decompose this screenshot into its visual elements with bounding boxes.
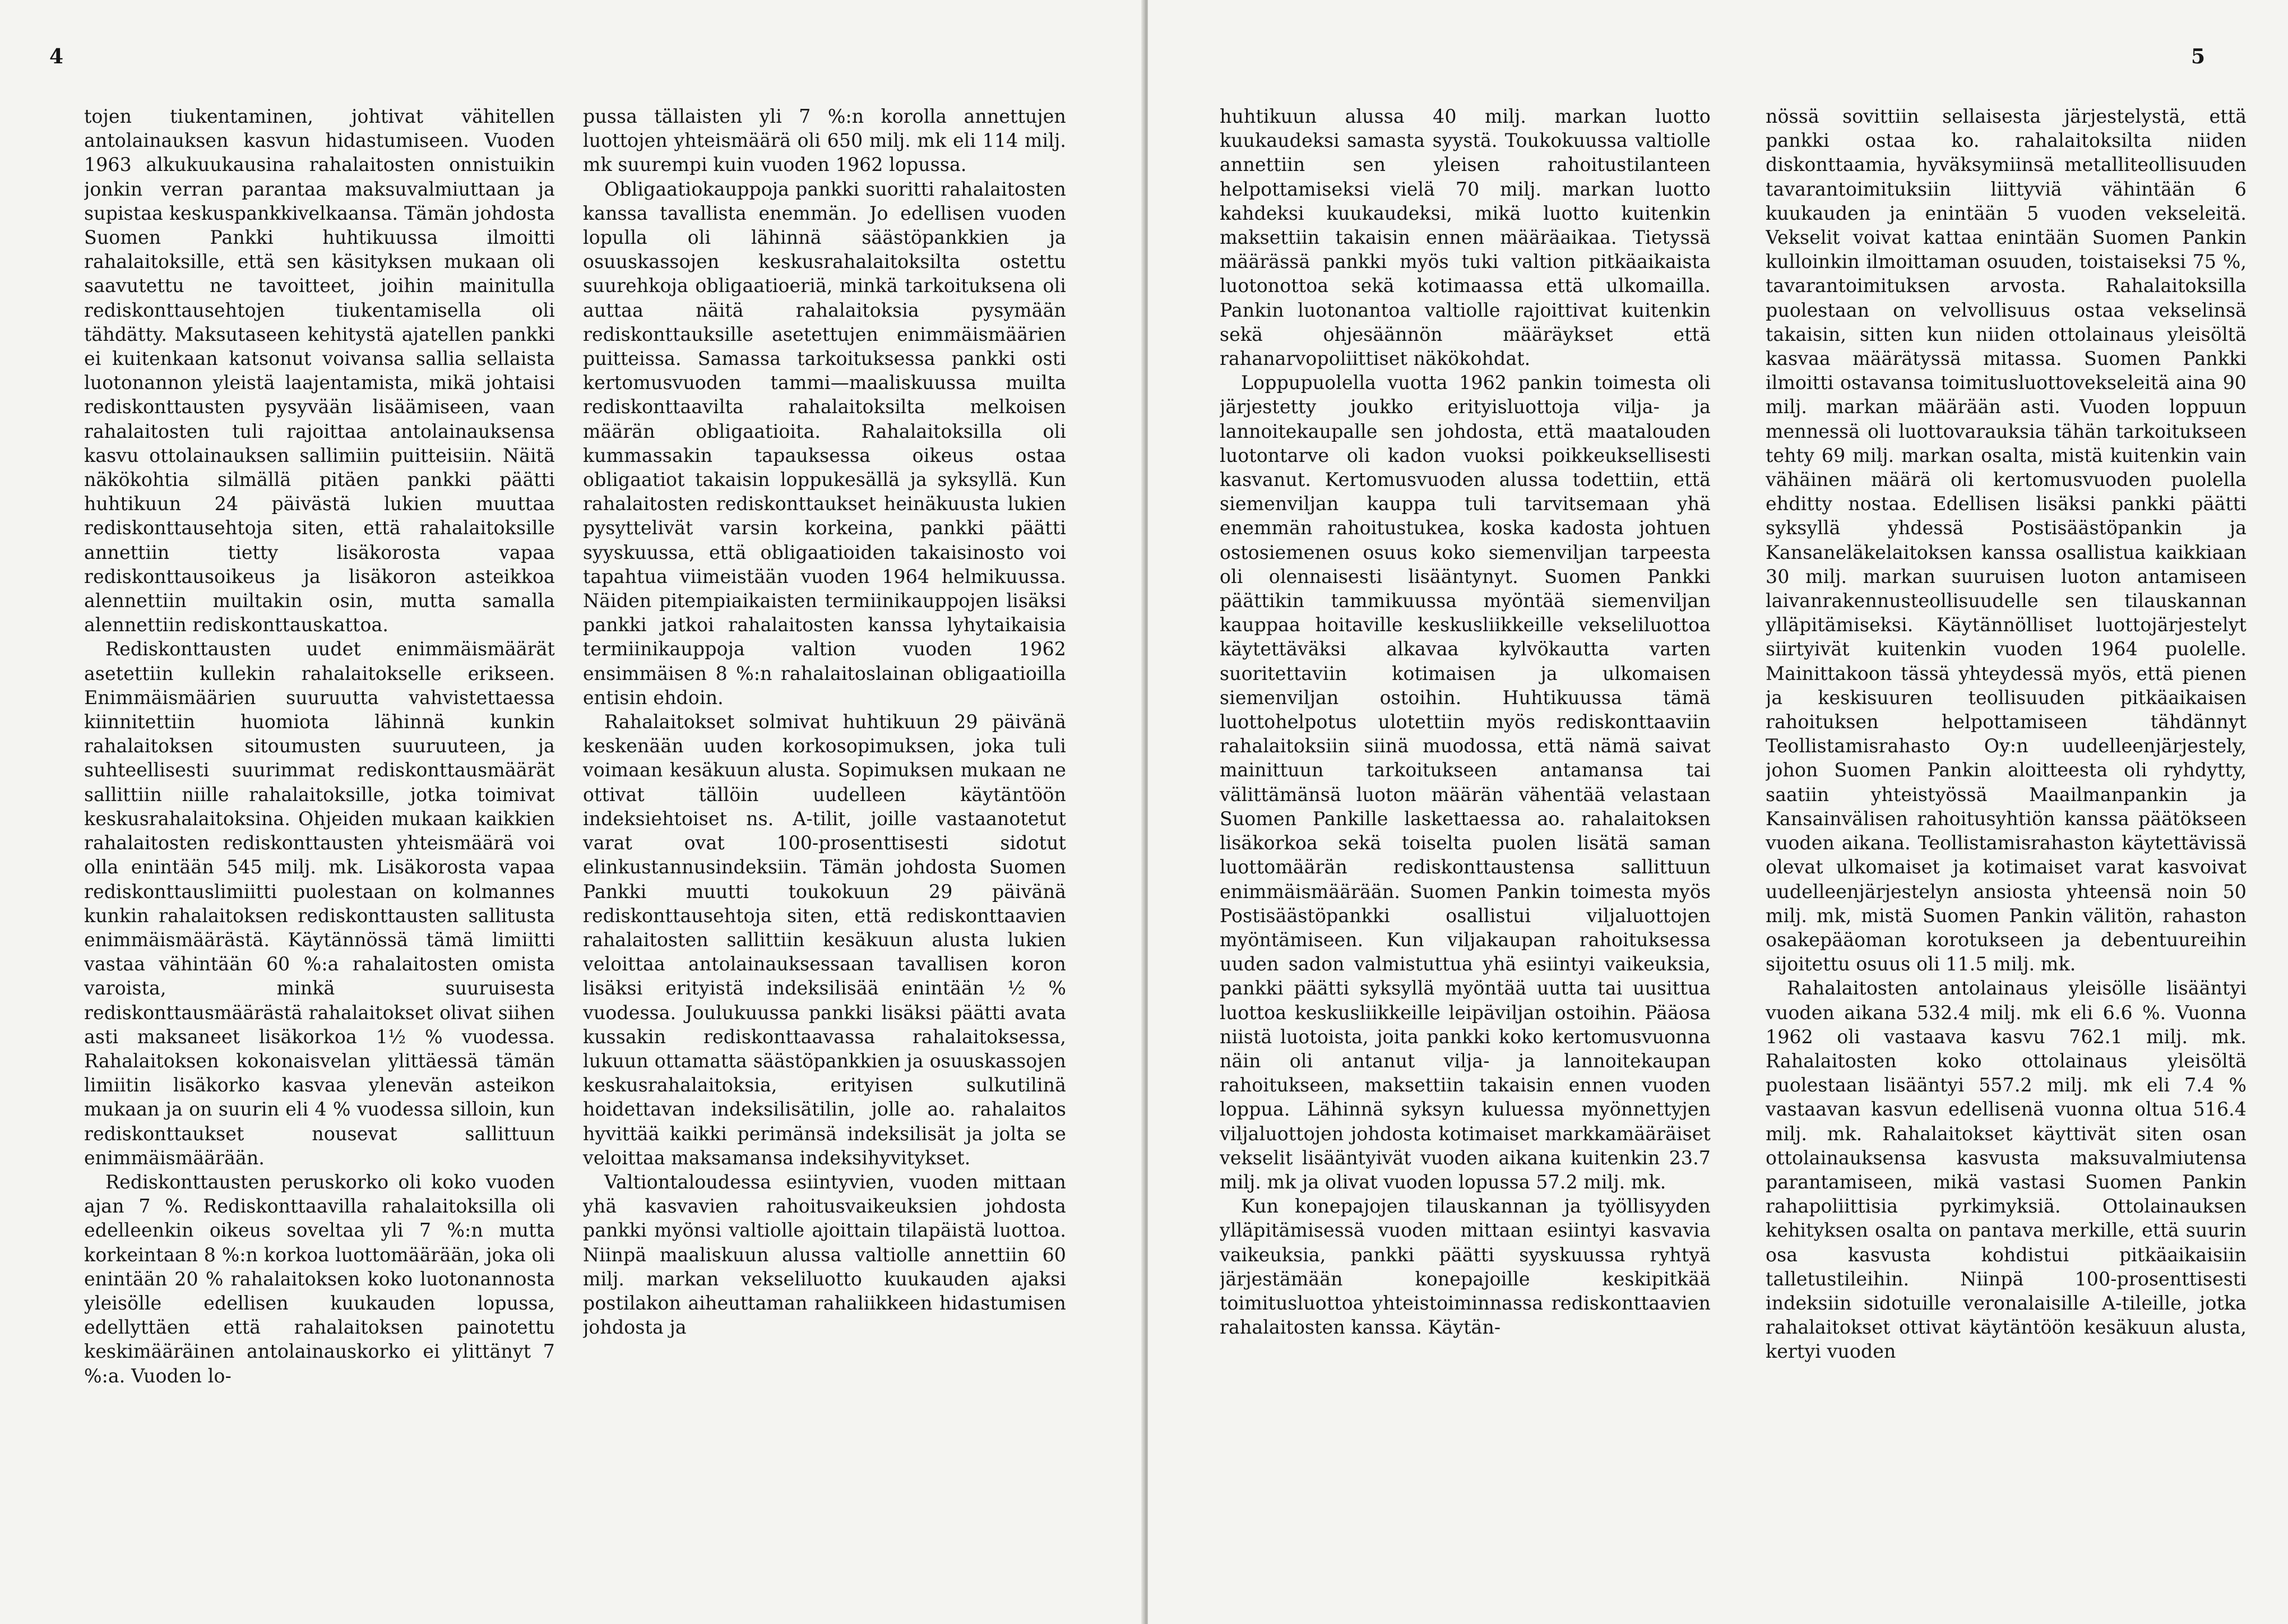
paragraph: tojen tiukentaminen, johtivat vähitellen antolainauksen kasvun hidastumiseen. Vuoden 1963 alkukuukausina rahalaitosten onnistuikin jonkin verran parantaa maksuvalmiuttaan ja supistaa keskuspankkivelkaansa. Tämän johdosta Suomen Pankki huhtikuussa ilmoitti rahalaitoksille, että sen käsityksen mukaan oli saavutettu ne tavoitteet, joihin mainitulla rediskonttausehtojen tiukentamisella oli tähdätty. Maksutaseen kehitystä ajatellen pankki ei kuitenkaan katsonut voivansa sallia sellaista luotonannon yleistä laajentamista, mikä johtaisi rediskonttausten pysyvään lisäämiseen, vaan rahalaitosten tuli rajoittaa antolainauksensa kasvu ottolainauksen sallimiin puitteisiin. Näitä näkökohtia silmällä pitäen pankki päätti huhtikuun 24 päivästä lukien muuttaa rediskonttausehtoja siten, että rahalaitoksille annettiin tietty lisäkorosta vapaa rediskonttausoikeus ja lisäkoron asteikkoa alennettiin muiltakin osin, mutta samalla alennettiin rediskonttauskattoa. — [84, 105, 555, 636]
paragraph: Rediskonttausten peruskorko oli koko vuoden ajan 7 %. Rediskonttaavilla rahalaitoksilla oli edelleenkin oikeus soveltaa yli 7 %:n mutta korkeintaan 8 %:n korkoa luottomäärään, joka oli enintään 20 % rahalaitoksen koko luotonannosta yleisölle edellisen kuukauden lopussa, edellyttäen että rahalaitoksen painotettu keskimääräinen antolainauskorko ei ylittänyt 7 %:a. Vuoden lo- — [84, 1170, 555, 1387]
page-number: 5 — [2190, 45, 2205, 68]
paragraph: pussa tällaisten yli 7 %:n korolla annettujen luottojen yhteismäärä oli 650 milj. mk eli 114 milj. mk suurempi kuin vuoden 1962 lopussa. — [583, 105, 1066, 176]
text-column — [1766, 104, 2247, 1539]
left-page — [0, 0, 1143, 1624]
paragraph: Rahalaitokset solmivat huhtikuun 29 päivänä keskenään uuden korkosopimuksen, joka tuli voimaan kesäkuun alusta. Sopimuksen mukaan ne ottivat tällöin uudelleen käytäntöön indeksiehtoiset ns. A-tilit, joille vastaanotetut varat ovat 100-prosenttisesti sidotut elinkustannusindeksiin. Tämän johdosta Suomen Pankki muutti toukokuun 29 päivänä rediskonttausehtoja siten, että rediskonttaavien rahalaitosten sallittiin kesäkuun alusta lukien veloittaa antolainauksessaan tavallisen koron lisäksi erityistä indeksilisää enintään ½ % vuodessa. Joulukuussa pankki lisäksi päätti avata kussakin rediskonttaavassa rahalaitoksessa, lukuun ottamatta säästöpankkien ja osuuskassojen keskusrahalaitoksia, erityisen sulkutilinä hoidettavan indeksilisätilin, jolle ao. rahalaitos hyvittää kaikki perimänsä indeksilisät ja jolta se veloittaa maksamansa indeksihyvitykset. — [583, 711, 1066, 1169]
paragraph: huhtikuun alussa 40 milj. markan luotto kuukaudeksi samasta syystä. Toukokuussa valtiolle annettiin sen yleisen rahoitustilanteen helpottamiseksi vielä 70 milj. markan luotto kahdeksi kuukaudeksi, mikä luotto kuitenkin maksettiin takaisin ennen määräaikaa. Tietyssä määrässä pankki myös tuki valtion pitkäaikaista luotonottoa sekä kotimaassa että ulkomailla. Pankin luotonantoa valtiolle rajoittivat kuitenkin sekä ohjesäännön määräykset että rahanarvopoliittiset näkökohdat. — [1220, 105, 1711, 370]
text-column — [84, 104, 555, 1539]
paragraph: nössä sovittiin sellaisesta järjestelystä, että pankki ostaa ko. rahalaitoksilta niiden diskonttaamia, hyväksymiinsä metalliteollisuuden tavarantoimituksiin liittyviä vähintään 6 kuukauden ja enintään 5 vuoden vekseleitä. Vekselit voivat kattaa enintään Suomen Pankin kulloinkin ilmoittaman osuuden, toistaiseksi 75 %, tavarantoimituksen arvosta. Rahalaitoksilla puolestaan on velvollisuus ostaa vekselinsä takaisin, sitten kun niiden ottolainaus yleisöltä kasvaa määrätyssä mitassa. Suomen Pankki ilmoitti ostavansa toimitusluottovekseleitä aina 90 milj. markan määrään asti. Vuoden loppuun mennessä oli luottovarauksia tähän tarkoitukseen tehty 69 milj. markan osalta, mistä kuitenkin vain vähäinen määrä oli kertomusvuoden puolella ehditty nostaa. Edellisen lisäksi pankki päätti syksyllä yhdessä Postisäästöpankin ja Kansaneläkelaitoksen kanssa osallistua kaikkiaan 30 milj. markan suuruisen luoton antamiseen laivanrakennusteollisuudelle sen tilauskannan ylläpitämiseksi. Käytännölliset luottojärjestelyt siirtyivät kuitenkin vuoden 1964 puolelle. Mainittakoon tässä yhteydessä myös, että pienen ja keskisuuren teollisuuden pitkäaikaisen rahoituksen helpottamiseen tähdännyt Teollistamisrahasto Oy:n uudelleenjärjestely, johon Suomen Pankin aloitteesta oli ryhdytty, saatiin yhteistyössä Maailmanpankin ja Kansainvälisen rahoitusyhtiön kanssa päätökseen vuoden aikana. Teollistamisrahaston käytettävissä olevat ulkomaiset ja kotimaiset varat kasvoivat uudelleenjärjestelyn ansiosta yhteensä noin 50 milj. mk, mistä Suomen Pankin välitön, rahaston osakepääoman korotukseen ja debentuureihin sijoitettu osuus oli 11.5 milj. mk. — [1766, 105, 2247, 975]
page-number: 4 — [49, 45, 64, 68]
paragraph: Kun konepajojen tilauskannan ja työllisyyden ylläpitämisessä vuoden mittaan esiintyi kasvavia vaikeuksia, pankki päätti syyskuussa ryhtyä järjestämään konepajoille keskipitkää toimitusluottoa yhteistoiminnassa rediskonttaavien rahalaitosten kanssa. Käytän- — [1220, 1195, 1711, 1339]
paragraph: Obligaatiokauppoja pankki suoritti rahalaitosten kanssa tavallista enemmän. Jo edellisen vuoden lopulla oli lähinnä säästöpankkien ja osuuskassojen keskusrahalaitoksilta ostettu suurehkoja obligaatioeriä, minkä tarkoituksena oli auttaa näitä rahalaitoksia pysymään rediskonttauksille asetettujen enimmäismäärien puitteissa. Samassa tarkoituksessa pankki osti kertomusvuoden tammi—maaliskuussa muilta rediskonttaavilta rahalaitoksilta melkoisen määrän obligaatioita. Rahalaitoksilla oli kummassakin tapauksessa oikeus ostaa obligaatiot takaisin loppukesällä ja syksyllä. Kun rahalaitosten rediskonttaukset heinäkuusta lukien pysyttelivät varsin korkeina, pankki päätti syyskuussa, että obligaatioiden takaisinosto voi tapahtua viimeistään vuoden 1964 helmikuussa. Näiden pitempiaikaisten termiinikauppojen lisäksi pankki jatkoi rahalaitosten kanssa lyhytaikaisia termiinikauppoja valtion vuoden 1962 ensimmäisen 8 %:n rahalaitoslainan obligaatioilla entisin ehdoin. — [583, 178, 1066, 709]
paragraph: Rediskonttausten uudet enimmäismäärät asetettiin kullekin rahalaitokselle erikseen. Enimmäismäärien suuruutta vahvistettaessa kiinnitettiin huomiota lähinnä kunkin rahalaitoksen sitoumusten suuruuteen, ja suhteellisesti suurimmat rediskonttausmäärät sallittiin niille rahalaitoksille, jotka toimivat keskusrahalaitoksina. Ohjeiden mukaan kaikkien rahalaitosten rediskonttausten yhteismäärä voi olla enintään 545 milj. mk. Lisäkorosta vapaa rediskonttauslimiitti puolestaan on kolmannes kunkin rahalaitoksen rediskonttausten sallitusta enimmäismäärästä. Käytännössä tämä limiitti vastaa vähintään 60 %:a rahalaitosten omista varoista, minkä suuruisesta rediskonttausmäärästä rahalaitokset olivat siihen asti maksaneet lisäkorkoa 1½ % vuodessa. Rahalaitoksen kokonaisvelan ylittäessä tämän limiitin lisäkorko kasvaa ylenevän asteikon mukaan ja on suurin eli 4 % vuodessa silloin, kun rediskonttaukset nousevat sallittuun enimmäismäärään. — [84, 638, 555, 1169]
paragraph: Valtiontaloudessa esiintyvien, vuoden mittaan yhä kasvavien rahoitusvaikeuksien johdosta pankki myönsi valtiolle ajoittain tilapäistä luottoa. Niinpä maaliskuun alussa valtiolle annettiin 60 milj. markan vekseliluotto kuukauden ajaksi postilakon aiheuttaman rahaliikkeen hidastumisen johdosta ja — [583, 1170, 1066, 1339]
right-page — [1148, 0, 2288, 1624]
paragraph: Loppupuolella vuotta 1962 pankin toimesta oli järjestetty joukko erityisluottoja vilja- ja lannoitekaupalle sen johdosta, että maatalouden luotontarve oli kadon vuoksi poikkeuksellisesti kasvanut. Kertomusvuoden alussa todettiin, että siemenviljan kauppa tuli tarvitsemaan yhä enemmän rahoitustukea, koska kadosta johtuen ostosiemenen osuus koko siemenviljan tarpeesta oli olennaisesti lisääntynyt. Suomen Pankki päättikin tammikuussa myöntää siemenviljan kauppaa hoitaville keskusliikkeille vekseliluottoa käytettäväksi alkavaa kylvökautta varten suoritettaviin kotimaisen ja ulkomaisen siemenviljan ostoihin. Huhtikuussa tämä luottohelpotus ulotettiin myös rediskonttaaviin rahalaitoksiin siinä muodossa, että nämä saivat mainittuun tarkoitukseen antamansa tai välittämänsä luoton määrän vähentää velastaan Suomen Pankille laskettaessa ao. rahalaitoksen lisäkorkoa sekä toiselta puolen lisätä saman luottomäärän rediskonttaustensa sallittuun enimmäismäärään. Suomen Pankin toimesta myös Postisäästöpankki osallistui viljaluottojen myöntämiseen. Kun viljakaupan rahoituksessa uuden sadon valmistuttua yhä esiintyi vaikeuksia, pankki päätti syksyllä myöntää uutta tai uusittua luottoa keskusliikkeille leipäviljan ostoihin. Pääosa niistä luotoista, joita pankki koko kertomusvuonna näin oli antanut vilja- ja lannoitekaupan rahoitukseen, maksettiin takaisin ennen vuoden loppua. Lähinnä syksyn kuluessa myönnettyjen viljaluottojen johdosta kotimaiset markkamääräiset vekselit lisääntyivät vuoden aikana kuitenkin 23.7 milj. mk ja olivat vuoden lopussa 57.2 milj. mk. — [1220, 372, 1711, 1193]
text-column — [1220, 104, 1711, 1539]
paragraph: Rahalaitosten antolainaus yleisölle lisääntyi vuoden aikana 532.4 milj. mk eli 6.6 %. Vuonna 1962 oli vastaava kasvu 762.1 milj. mk. Rahalaitosten koko ottolainaus yleisöltä puolestaan lisääntyi 557.2 milj. mk eli 7.4 % vastaavan kasvun edellisenä vuonna oltua 516.4 milj. mk. Rahalaitokset käyttivät siten osan ottolainauksensa kasvusta maksuvalmiutensa parantamiseen, mikä vastasi Suomen Pankin rahapoliittisia pyrkimyksiä. Ottolainauksen kehityksen osalta on pantava merkille, että suurin osa kasvusta kohdistui pitkäaikaisiin talletustileihin. Niinpä 100-prosenttisesti indeksiin sidotuille veronalaisille A-tileille, jotka rahalaitokset ottivat käytäntöön kesäkuun alusta, kertyi vuoden — [1766, 977, 2247, 1363]
text-column — [583, 104, 1066, 1539]
